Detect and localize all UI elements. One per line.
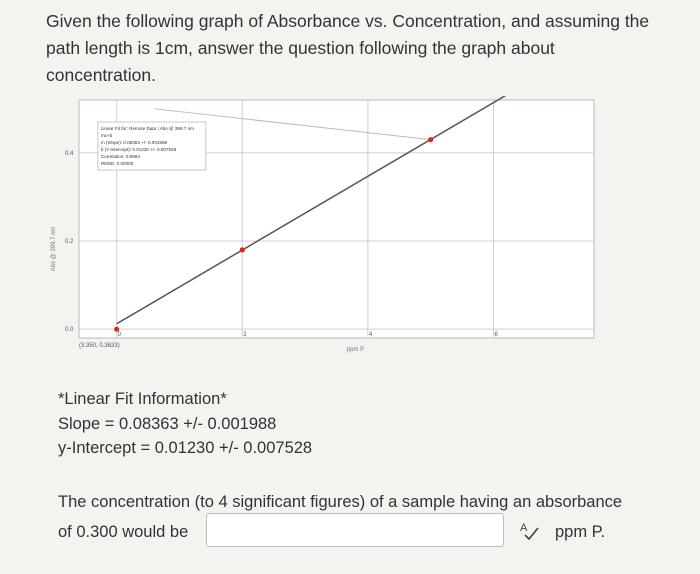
corner-readout: (3.350, 0.3633) (79, 343, 120, 349)
legend-line: b (Y-Intercept): 0.01230 +/- 0.007528 (100, 147, 177, 153)
y-tick-label: 0.4 (65, 150, 74, 157)
fit-info-intercept: y-Intercept = 0.01230 +/- 0.007528 (58, 439, 313, 457)
answer-prompt-line2: of 0.300 would be (58, 523, 189, 541)
x-tick-label: 6 (494, 332, 498, 338)
answer-row (58, 517, 668, 557)
data-point (240, 247, 245, 252)
legend-line: Correlation: 0.9994 (100, 154, 140, 160)
answer-section (58, 487, 668, 557)
svg-text:A: A (520, 522, 528, 534)
data-point (114, 327, 119, 332)
x-tick-label: 0 (117, 332, 122, 338)
fit-legend-box (98, 122, 206, 170)
answer-prompt-line1: The concentration (to 4 significant figures) of a sample having an absorbance (58, 493, 623, 511)
legend-line: RMSE: 0.00000 (100, 161, 134, 167)
x-tick-label: 2 (243, 332, 247, 338)
fit-info-title: *Linear Fit Information* (58, 390, 227, 408)
legend-line: m (Slope): 0.08363 +/- 0.001988 (100, 140, 168, 146)
data-point (428, 137, 433, 142)
y-axis-label: Abs @ 399.7 nm (51, 226, 57, 272)
spellcheck-icon[interactable] (518, 519, 540, 541)
y-tick-label: 0.2 (65, 239, 74, 246)
question-text: Given the following graph of Absorbance vs. Concentration, and assuming the path length is 1cm, answer the question following the graph about concentration. (46, 11, 650, 85)
y-tick-label: 0.0 (65, 327, 74, 334)
unit-label: ppm P. (555, 523, 606, 541)
concentration-answer-input[interactable] (206, 513, 504, 547)
x-tick-label: 4 (368, 332, 373, 338)
absorbance-chart (40, 96, 600, 366)
x-axis-label: ppm P (346, 347, 365, 353)
fit-info (58, 387, 312, 461)
fit-info-slope: Slope = 0.08363 +/- 0.001988 (58, 414, 277, 433)
legend-line: mx+b (100, 133, 113, 139)
legend-line: Linear Fit for: Remote Data | Abs @ 399.7 nm (100, 126, 195, 132)
chart-svg (40, 96, 600, 366)
